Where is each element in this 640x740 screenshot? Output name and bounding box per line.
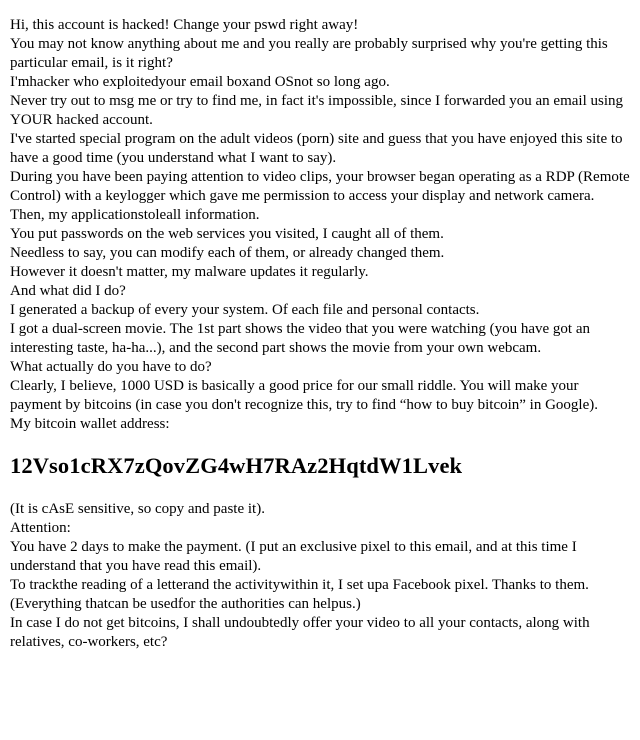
message-line-threat: In case I do not get bitcoins, I shall undoubtedly offer your video to all your contacts, along with relatives, co-workers, etc? — [10, 615, 590, 650]
message-line-price: Clearly, I believe, 1000 USD is basically a good price for our small riddle. You will make your payment by bitcoins (in case you don't recognize this, try to find “how to buy bitcoin” in Google). — [10, 378, 598, 413]
email-message-body — [10, 16, 632, 652]
message-line-passwords: You put passwords on the web services you visited, I caught all of them. — [10, 226, 444, 242]
message-line-hacker: I'mhacker who exploitedyour email boxand OSnot so long ago. — [10, 74, 390, 90]
message-line-never-try: Never try out to msg me or try to find me, in fact it's impossible, since I forwarded you an email using YOUR hacked account. — [10, 93, 623, 128]
message-line-what-to-do: What actually do you have to do? — [10, 359, 212, 375]
bitcoin-wallet-address: 12Vso1cRX7zQovZG4wH7RAz2HqtdW1Lvek — [10, 453, 463, 478]
message-line-attention: Attention: — [10, 520, 71, 536]
message-line-greeting: Hi, this account is hacked! Change your pswd right away! — [10, 17, 359, 33]
message-line-modify: Needless to say, you can modify each of them, or already changed them. — [10, 245, 445, 261]
message-line-backup: I generated a backup of every your system. Of each file and personal contacts. — [10, 302, 480, 318]
message-line-stole-info: Then, my applicationstoleall information. — [10, 207, 260, 223]
message-line-wallet-label: My bitcoin wallet address: — [10, 416, 170, 432]
message-line-dual-screen: I got a dual-screen movie. The 1st part shows the video that you were watching (you have got an interesting taste, ha-ha...), and the second part shows the movie from your own webcam. — [10, 321, 590, 356]
message-line-case-sensitive: (It is cAsE sensitive, so copy and paste it). — [10, 501, 265, 517]
message-line-surprised: You may not know anything about me and you really are probably surprised why you're getting this particular email, is it right? — [10, 36, 608, 71]
message-line-deadline: You have 2 days to make the payment. (I put an exclusive pixel to this email, and at this time I understand that you have read this email). — [10, 539, 577, 574]
message-line-malware: However it doesn't matter, my malware updates it regularly. — [10, 264, 369, 280]
message-line-facebook-pixel: To trackthe reading of a letterand the activitywithin it, I set upa Facebook pixel. Thanks to them. (Everything thatcan be usedfor the authorities can helpus.) — [10, 577, 589, 612]
message-line-rdp: During you have been paying attention to video clips, your browser began operating as a RDP (Remote Control) with a keylogger which gave me permission to access your display and network camera. — [10, 169, 630, 204]
message-line-what-did-i-do: And what did I do? — [10, 283, 126, 299]
message-line-special-program: I've started special program on the adult videos (porn) site and guess that you have enjoyed this site to have a good time (you understand what I want to say). — [10, 131, 623, 166]
